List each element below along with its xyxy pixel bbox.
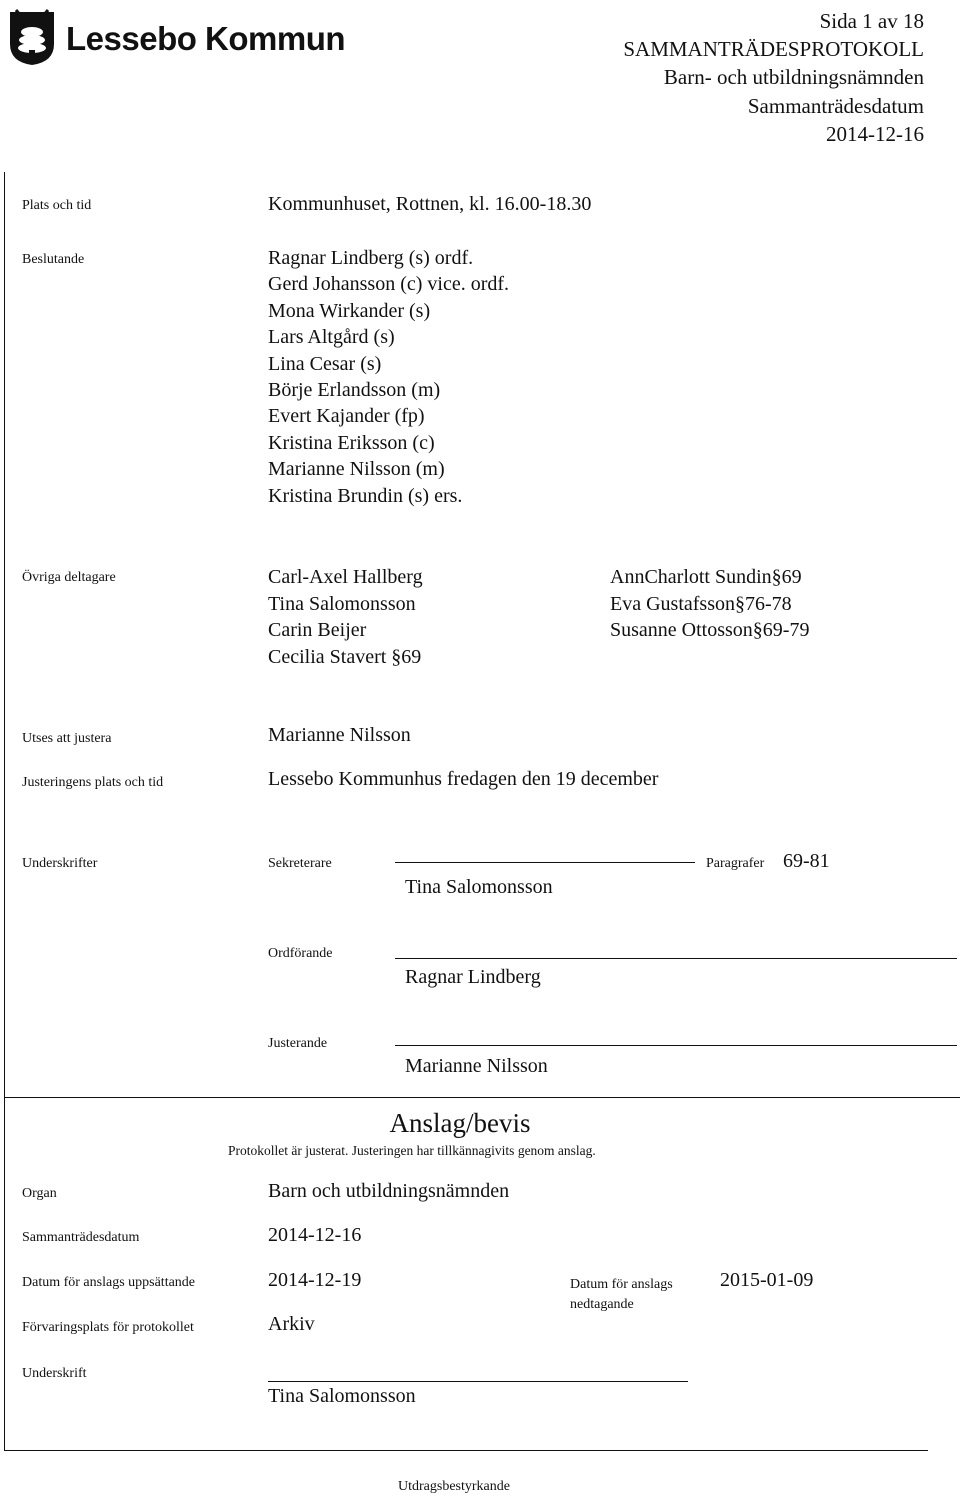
- notice-subtitle: Protokollet är justerat. Justeringen har tillkännagivits genom anslag.: [228, 1143, 596, 1158]
- participant-item: Susanne Ottosson§69-79: [610, 619, 810, 641]
- place-label: Plats och tid: [22, 198, 92, 213]
- notice-meeting-date-value: 2014-12-16: [268, 1224, 362, 1246]
- signature-label: Underskrift: [22, 1366, 87, 1381]
- notice-meeting-date-label: Sammanträdesdatum: [22, 1230, 140, 1245]
- deciders-label: Beslutande: [22, 252, 85, 267]
- participant-item: Cecilia Stavert §69: [268, 645, 422, 668]
- notice-title: Anslag/bevis: [389, 1108, 531, 1138]
- signature-name: Tina Salomonsson: [268, 1385, 416, 1407]
- participant-item: Carin Beijer: [268, 619, 367, 641]
- decider-item: Kristina Eriksson (c): [268, 431, 435, 454]
- adjuster-value: Marianne Nilsson: [268, 724, 411, 746]
- storage-label: Förvaringsplats för protokollet: [22, 1320, 194, 1335]
- posted-date-label: Datum för anslags uppsättande: [22, 1275, 196, 1290]
- chair-label: Ordförande: [268, 946, 333, 961]
- paragraphs-label: Paragrafer: [706, 856, 765, 871]
- decider-item: Kristina Brundin (s) ers.: [268, 484, 463, 507]
- participant-item: Eva Gustafsson§76-78: [610, 592, 792, 615]
- removed-date-label: Datum för anslags nedtagande: [570, 1277, 673, 1312]
- removed-date-value: 2015-01-09: [720, 1269, 814, 1291]
- secretary-signature-line: [395, 862, 695, 863]
- paragraphs-value: 69-81: [783, 850, 830, 872]
- decider-item: Gerd Johansson (c) vice. ordf.: [268, 273, 510, 296]
- page-number: Sida 1 av 18: [819, 9, 924, 33]
- meeting-date: 2014-12-16: [826, 122, 924, 146]
- adjuster-name: Marianne Nilsson: [405, 1055, 548, 1077]
- posted-date-value: 2014-12-19: [268, 1269, 362, 1291]
- organ-value: Barn och utbildningsnämnden: [268, 1180, 510, 1202]
- footer-divider: [4, 1450, 928, 1451]
- decider-item: Mona Wirkander (s): [268, 299, 431, 322]
- adjust-place-value: Lessebo Kommunhus fredagen den 19 december: [268, 768, 659, 790]
- storage-value: Arkiv: [268, 1313, 315, 1335]
- signatures-label: Underskrifter: [22, 856, 98, 871]
- other-participants-label: Övriga deltagare: [22, 570, 116, 585]
- participant-item: Carl-Axel Hallberg: [268, 566, 423, 588]
- decider-item: Börje Erlandsson (m): [268, 379, 441, 402]
- adjuster-label: Utses att justera: [22, 731, 112, 746]
- beehive-emblem-icon: [8, 8, 56, 66]
- adjuster-signature-line: [395, 1045, 957, 1046]
- other-participants-col1: [268, 564, 423, 670]
- decider-item: Marianne Nilsson (m): [268, 458, 445, 481]
- adjuster-sign-label: Justerande: [268, 1036, 328, 1051]
- organ-label: Organ: [22, 1186, 57, 1201]
- other-participants-col2: [610, 564, 809, 644]
- participant-item: AnnCharlott Sundin§69: [610, 566, 802, 588]
- decider-item: Lina Cesar (s): [268, 352, 382, 375]
- board-name: Barn- och utbildningsnämnden: [663, 65, 924, 89]
- decider-item: Lars Altgård (s): [268, 326, 395, 349]
- left-border: [4, 172, 5, 1450]
- decider-item: Ragnar Lindberg (s) ordf.: [268, 247, 474, 269]
- logo: [8, 8, 358, 66]
- deciders-list: [268, 245, 509, 509]
- adjust-place-label: Justeringens plats och tid: [22, 775, 164, 790]
- secretary-name: Tina Salomonsson: [405, 876, 553, 898]
- chair-signature-line: [395, 958, 957, 959]
- logo-text: Lessebo Kommun: [66, 20, 346, 57]
- place-value: Kommunhuset, Rottnen, kl. 16.00-18.30: [268, 193, 592, 215]
- section-divider: [4, 1097, 960, 1098]
- secretary-label: Sekreterare: [268, 856, 332, 871]
- document-type: SAMMANTRÄDESPROTOKOLL: [623, 37, 924, 61]
- signature-line: [268, 1381, 688, 1382]
- decider-item: Evert Kajander (fp): [268, 405, 425, 428]
- chair-name: Ragnar Lindberg: [405, 966, 541, 988]
- footer-text: Utdragsbestyrkande: [398, 1479, 510, 1494]
- meeting-date-label: Sammanträdesdatum: [747, 94, 924, 118]
- participant-item: Tina Salomonsson: [268, 592, 416, 615]
